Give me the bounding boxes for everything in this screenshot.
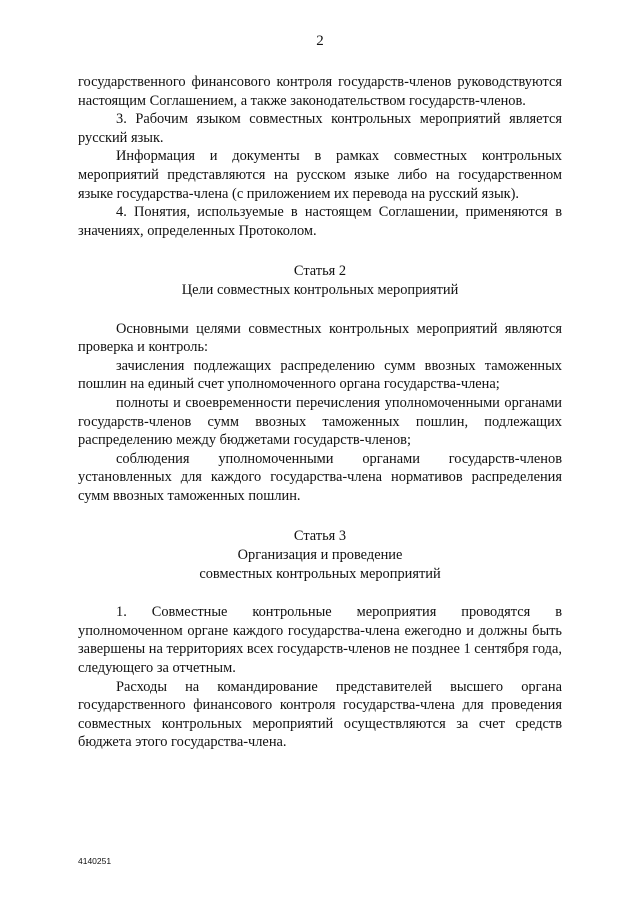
article-3-title-line-1: Организация и проведение <box>237 547 403 564</box>
intro-paragraph-definitions: 4. Понятия, используемые в настоящем Соглашении, применяются в значениях, определенных Протоколом. <box>78 204 562 239</box>
article-3-number: Статья 3 <box>293 528 347 545</box>
intro-paragraph-continuation: государственного финансового контроля государств-членов руководствуются настоящим Соглашением, а также законодательством государств-членов. <box>78 74 562 109</box>
intro-paragraph-information: Информация и документы в рамках совместных контрольных мероприятий представляются на русском языке либо на государственном языке государства-члена (с приложением их перевода на русский язык). <box>78 148 562 202</box>
document-code: 4140251 <box>78 856 112 866</box>
document-body <box>78 73 562 752</box>
article-3-heading <box>78 527 562 583</box>
article-2-paragraph: соблюдения уполномоченными органами государств-членов установленных для каждого государства-члена нормативов распределения сумм ввозных таможенных пошлин. <box>78 450 562 504</box>
article-2-title: Цели совместных контрольных мероприятий <box>181 281 459 298</box>
article-3-title-line-2: совместных контрольных мероприятий <box>199 565 441 582</box>
page-number: 2 <box>316 33 324 49</box>
article-2-paragraph: полноты и своевременности перечисления уполномоченными органами государств-членов сумм ввозных таможенных пошлин, подлежащих распределению между бюджетами государств-членов; <box>78 394 562 449</box>
article-2-paragraph: Основными целями совместных контрольных мероприятий являются проверка и контроль: <box>78 320 562 356</box>
intro-paragraph-working-language: 3. Рабочим языком совместных контрольных мероприятий является русский язык. <box>78 111 562 146</box>
article-3-paragraph: 1. Совместные контрольные мероприятия проводятся в уполномоченном органе каждого государства-члена ежегодно и должны быть завершены на территориях всех государств-членов не позднее 1 сентября года, следующего за отчетным. <box>78 604 562 677</box>
article-2-heading <box>78 262 562 299</box>
article-3-paragraph: Расходы на командирование представителей высшего органа государственного финансового контроля государства-члена для проведения совместных контрольных мероприятий осуществляются за счет средств бюджета этого государства-члена. <box>78 678 562 751</box>
article-2-paragraph: зачисления подлежащих распределению сумм ввозных таможенных пошлин на единый счет уполномоченного органа государства-члена; <box>78 357 562 393</box>
article-2-number: Статья 2 <box>293 263 347 280</box>
